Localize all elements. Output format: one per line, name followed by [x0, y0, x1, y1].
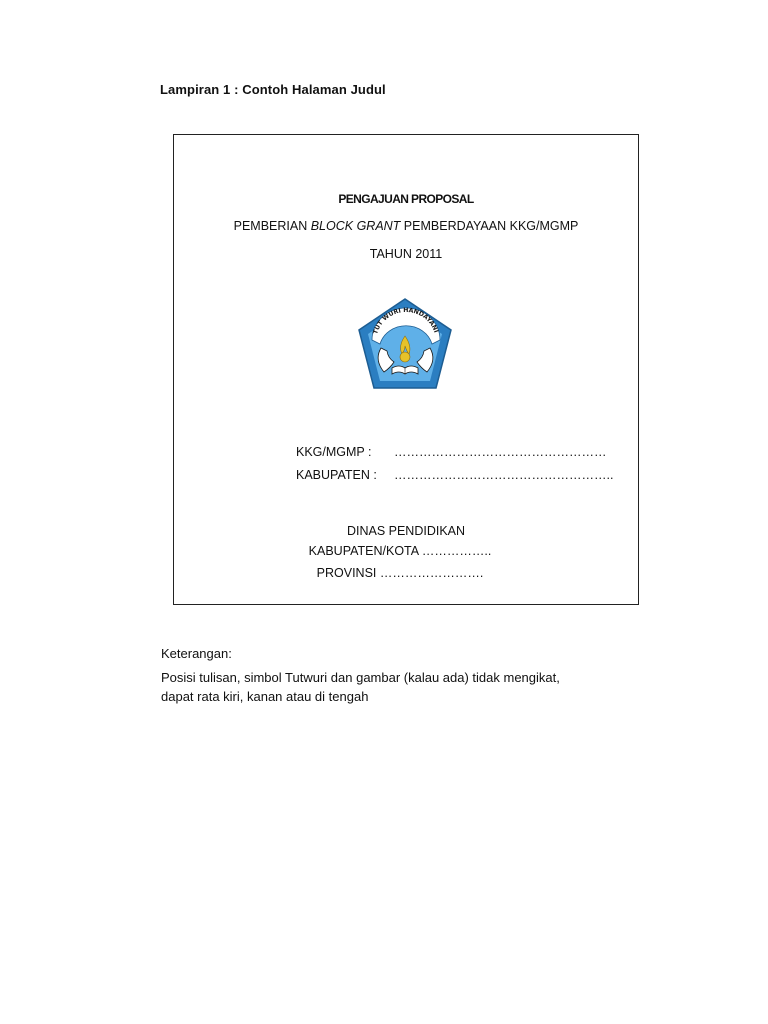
cover-title-italic: BLOCK GRANT: [310, 219, 401, 233]
field-kkg-mgmp: [296, 445, 607, 459]
cover-title-proposal: PENGAJUAN PROPOSAL: [338, 192, 474, 206]
cover-title-prefix: PEMBERIAN: [233, 219, 311, 233]
footer-provinsi: PROVINSI …………………….: [316, 566, 484, 580]
footer-kabupaten-kota: KABUPATEN/KOTA ……………..: [308, 544, 492, 558]
field-kabupaten-label: KABUPATEN :: [296, 468, 377, 482]
field-kabupaten-value: ……………………………………………..: [394, 468, 614, 482]
page-heading: Lampiran 1 : Contoh Halaman Judul: [160, 82, 386, 97]
tut-wuri-handayani-logo-icon: [354, 296, 457, 398]
cover-title-year: TAHUN 2011: [369, 247, 443, 261]
cover-title-suffix: PEMBERDAYAAN KKG/MGMP: [400, 219, 579, 233]
field-kkg-mgmp-label: KKG/MGMP :: [296, 445, 372, 459]
logo-motto: TUT WURI HANDAYANI: [372, 306, 440, 336]
footer-dinas: DINAS PENDIDIKAN: [346, 524, 466, 538]
keterangan-note: [161, 668, 631, 706]
field-kkg-mgmp-value: ……………………………………………: [394, 445, 607, 459]
cover-page-frame: [173, 134, 639, 605]
keterangan-line-1: Posisi tulisan, simbol Tutwuri dan gambar (kalau ada) tidak mengikat,: [161, 670, 560, 685]
cover-title-block-grant: [174, 219, 638, 233]
keterangan-label: Keterangan:: [161, 646, 232, 661]
keterangan-line-2: dapat rata kiri, kanan atau di tengah: [161, 689, 369, 704]
field-kabupaten: [296, 468, 613, 482]
